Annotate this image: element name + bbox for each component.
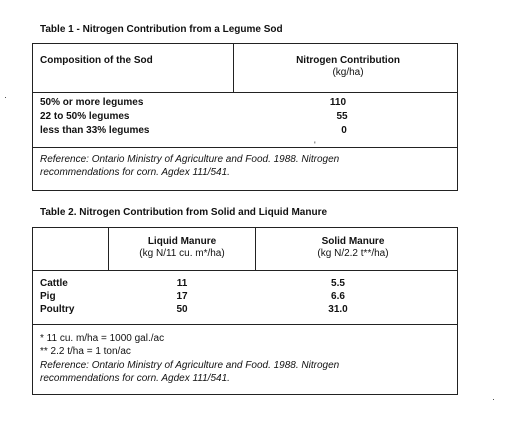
table2-column-divider bbox=[255, 227, 256, 270]
table2-row-liquid: 11 bbox=[176, 278, 188, 289]
table1-col1-header: Composition of the Sod bbox=[40, 55, 153, 66]
table2-footnote1: * 11 cu. m/ha = 1000 gal./ac bbox=[40, 333, 165, 344]
table1-row-label: 22 to 50% legumes bbox=[40, 111, 130, 122]
table1-col2-header: Nitrogen Contribution bbox=[296, 55, 400, 66]
table1-row-value: 55 bbox=[336, 111, 348, 122]
table2-footnote2: ** 2.2 t/ha = 1 ton/ac bbox=[40, 346, 131, 357]
table1-col2-unit: (kg/ha) bbox=[332, 67, 364, 78]
scan-speck: · bbox=[4, 92, 7, 102]
table2-col3-unit: (kg N/2.2 t**/ha) bbox=[317, 248, 389, 259]
table2-column-divider bbox=[108, 227, 109, 270]
table2-reference-line1: Reference: Ontario Ministry of Agriculture and Food. 1988. Nitrogen bbox=[40, 360, 340, 371]
table2-caption: Table 2. Nitrogen Contribution from Solid and Liquid Manure bbox=[40, 207, 328, 218]
table2-reference-line2: recommendations for corn. Agdex 111/541. bbox=[40, 373, 230, 384]
table2-row-label: Poultry bbox=[40, 304, 75, 315]
table1-row-value: 110 bbox=[329, 97, 347, 108]
table2-row-label: Cattle bbox=[40, 278, 68, 289]
table1-body-divider bbox=[32, 147, 458, 148]
table2-row-solid: 6.6 bbox=[331, 291, 345, 302]
table1-reference-line1: Reference: Ontario Ministry of Agriculture and Food. 1988. Nitrogen bbox=[40, 154, 340, 165]
table1-header-divider bbox=[32, 92, 458, 93]
table2-col2-header: Liquid Manure bbox=[147, 236, 217, 247]
table2-row-solid: 5.5 bbox=[331, 278, 345, 289]
scan-speck: ' bbox=[314, 140, 316, 150]
table1-row-value: 0 bbox=[341, 125, 347, 136]
table1-row-label: less than 33% legumes bbox=[40, 125, 150, 136]
table2-row-solid: 31.0 bbox=[328, 304, 348, 315]
table1-caption: Table 1 - Nitrogen Contribution from a Legume Sod bbox=[40, 24, 283, 35]
table2-row-liquid: 17 bbox=[176, 291, 188, 302]
table1-reference-line2: recommendations for corn. Agdex 111/541. bbox=[40, 167, 230, 178]
table2-header-divider bbox=[32, 270, 458, 271]
table1-row-label: 50% or more legumes bbox=[40, 97, 144, 108]
table2-body-divider bbox=[32, 324, 458, 325]
table1-column-divider bbox=[233, 43, 234, 92]
scan-speck: · bbox=[492, 394, 495, 404]
table2-row-label: Pig bbox=[40, 291, 56, 302]
table2-row-liquid: 50 bbox=[176, 304, 188, 315]
table2-col3-header: Solid Manure bbox=[321, 236, 385, 247]
table2-col2-unit: (kg N/11 cu. m*/ha) bbox=[139, 248, 225, 259]
